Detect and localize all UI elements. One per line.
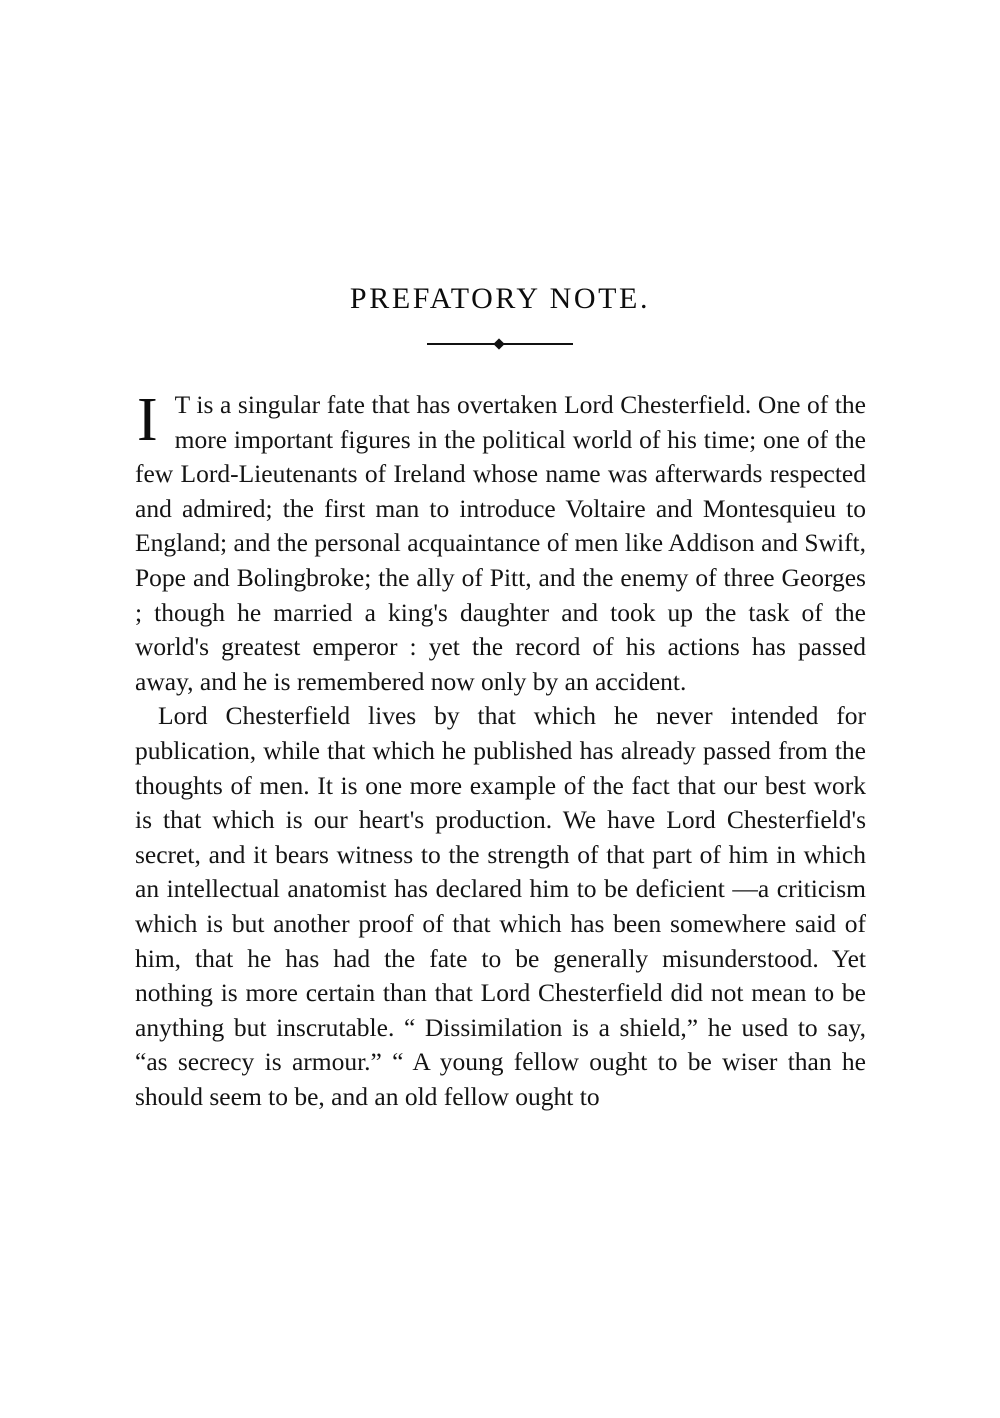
- page-title: PREFATORY NOTE.: [349, 282, 651, 316]
- paragraph-2: [135, 699, 866, 1114]
- decorative-rule-ornament: [427, 338, 573, 350]
- paragraph-2-text: Lord Chesterfield lives by that which he never intended for publication, while that which he published has already passed from the thoughts of men. It is one more example of the fact that our best work is that which is our heart's production. We have Lord Chesterfield's secret, and it bears witness to the strength of that part of him in which an intellectual anatomist has declared him to be deficient —a criticism which is but another proof of that which has been somewhere said of him, that he has had the fate to be generally misunderstood. Yet nothing is more certain than that Lord Chesterfield did not mean to be anything but inscrutable. “ Dissimilation is a shield,” he used to say, “as secrecy is armour.” “ A young fellow ought to be wiser than he should seem to be, and an old fellow ought to: [135, 701, 866, 1111]
- diamond-icon: [493, 338, 504, 349]
- body-text-block: [135, 388, 866, 1114]
- paragraph-1: [135, 388, 866, 699]
- paragraph-1-text: T is a singular fate that has overtaken Lord Chesterfield. One of the more important figures in the political world of his time; one of the few Lord-Lieutenants of Ireland whose name was afterwards respected and admired; the first man to introduce Voltaire and Montesquieu to England; and the personal acquaintance of men like Addison and Swift, Pope and Bolingbroke; the ally of Pitt, and the enemy of three Georges ; though he married a king's daughter and took up the task of the world's greatest emperor : yet the record of his actions has passed away, and he is remembered now only by an accident.: [135, 390, 866, 696]
- drop-cap-letter: I: [137, 386, 158, 454]
